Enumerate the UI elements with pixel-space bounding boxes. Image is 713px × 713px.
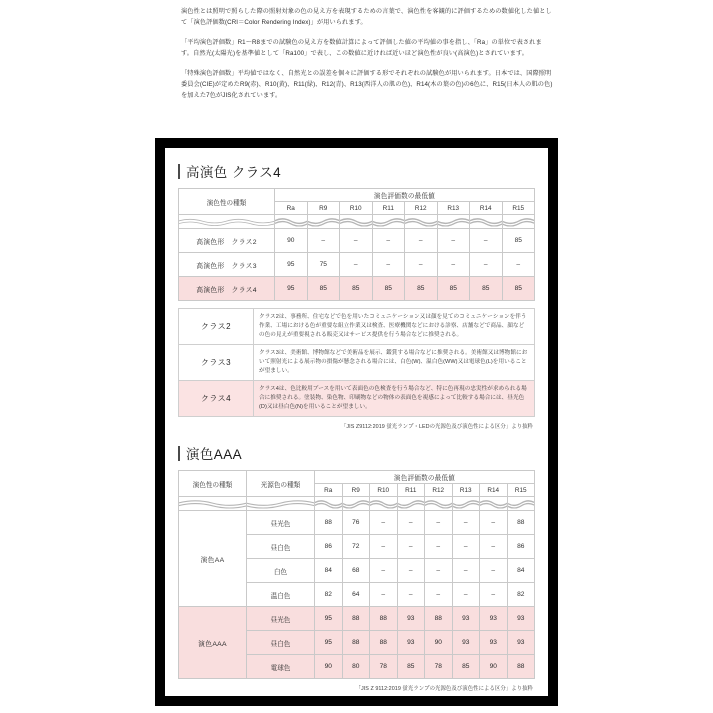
- wavy-cell: [502, 215, 535, 229]
- header-r12: R12: [405, 202, 438, 215]
- cell-r15: 85: [502, 277, 535, 301]
- cell-r15: 93: [507, 607, 535, 631]
- cell-r9: 80: [342, 655, 370, 679]
- cell-ra: 95: [315, 607, 343, 631]
- section-heading-class4: [178, 161, 535, 181]
- cell-r11: –: [397, 535, 425, 559]
- cell-ra: 86: [315, 535, 343, 559]
- wavy-cell: [372, 215, 405, 229]
- header-r11: R11: [397, 484, 425, 497]
- section-heading-class4-label: 高演色 クラス4: [186, 165, 282, 180]
- cell-r14: –: [480, 511, 508, 535]
- header-ra: Ra: [315, 484, 343, 497]
- cell-source: 昼白色: [247, 535, 315, 559]
- header-group-aaa: 演色評価数の最低値: [315, 471, 535, 484]
- intro-text-block: [181, 6, 553, 101]
- cell-r13: 85: [452, 655, 480, 679]
- wave-icon: [405, 217, 438, 226]
- cell-r10: –: [370, 511, 398, 535]
- cell-ra: 95: [315, 631, 343, 655]
- card-inner: [165, 148, 548, 696]
- cell-r10: –: [340, 229, 373, 253]
- wave-icon: [470, 217, 503, 226]
- wave-icon: [397, 499, 425, 508]
- wave-icon: [370, 499, 398, 508]
- header-r13: R13: [452, 484, 480, 497]
- header-r15: R15: [502, 202, 535, 215]
- wavy-cell: [275, 215, 308, 229]
- cell-r13: –: [437, 229, 470, 253]
- intro-paragraph-1: 演色性とは照明で照らした際の照射対象の色の見え方を表現するための言葉で、演色性を客観的に評価するための数値化した値として「演色評価数(CRI＝Color Rendering Index)」が用いられます。: [181, 8, 552, 27]
- group-label-aaa: 演色AAA: [179, 607, 247, 679]
- cell-r15: 82: [507, 583, 535, 607]
- wave-icon: [247, 499, 315, 508]
- wave-icon: [437, 217, 470, 226]
- cell-r13: –: [437, 253, 470, 277]
- cell-r12: –: [405, 229, 438, 253]
- intro-paragraph-2: 「平均演色評価数」R1〜R8までの試験色の見え方を数値計算によって評価した値の平均値の事を指し、「Ra」の単位で表されます。自然光(太陽光)を基準値として「Ra100」で表し、この数値に近ければ近いほど演色性が良い(高演色)とされています。: [181, 39, 542, 58]
- citation-aaa: 「JIS Z 9112:2019 蛍光ランプの光源色及び演色性による区分」より抜粋: [355, 686, 533, 693]
- cell-source: 白色: [247, 559, 315, 583]
- row-label-cell: [179, 229, 275, 253]
- cell-r10: –: [370, 559, 398, 583]
- description-label-class3: クラス3: [179, 345, 254, 381]
- header-kind-class4: 演色性の種類: [179, 189, 275, 215]
- cell-r11: –: [397, 559, 425, 583]
- cell-r9: 85: [307, 277, 340, 301]
- cell-r15: 86: [507, 535, 535, 559]
- wave-icon: [372, 217, 405, 226]
- description-row: [179, 309, 535, 345]
- cell-source: 昼光色: [247, 511, 315, 535]
- wave-icon: [480, 499, 508, 508]
- header-group-class4: 演色評価数の最低値: [275, 189, 535, 202]
- cell-r15: 93: [507, 631, 535, 655]
- description-body-class3: クラス3は、美術館、博物館などで美術品を展示、鑑賞する場合などに推奨される。美術館又は博物館において照射光による展示物の損傷が懸念される場合には、白色(W)、温白色(WW)又は電球色(L)を用いることが望ましい。: [254, 345, 535, 381]
- cell-r11: 93: [397, 631, 425, 655]
- cell-r15: 88: [507, 511, 535, 535]
- row-label-a: 高演色形: [196, 238, 225, 246]
- table-row: [179, 511, 535, 535]
- wave-icon: [179, 499, 247, 508]
- cell-r10: 88: [370, 607, 398, 631]
- cell-ra: 88: [315, 511, 343, 535]
- cell-r14: 93: [480, 607, 508, 631]
- cell-r9: 64: [342, 583, 370, 607]
- header-r9: R9: [307, 202, 340, 215]
- wavy-cell: [452, 497, 480, 511]
- cell-r15: 85: [502, 229, 535, 253]
- wavy-cell: [315, 497, 343, 511]
- wave-icon: [315, 499, 343, 508]
- wave-icon: [502, 217, 535, 226]
- cell-ra: 90: [275, 229, 308, 253]
- cell-r12: 78: [425, 655, 453, 679]
- description-body-class4: クラス4は、色比較用ブースを用いて表面色の色検査を行う場合など、特に色再現の忠実性が求められる場合に推奨される。塗装物、染色物、印刷物などの物体の表面色を視感によって比較する場合には、昼光色(D)又は昼白色(N)を用いることが望ましい。: [254, 381, 535, 417]
- cell-r9: 68: [342, 559, 370, 583]
- intro-paragraph-3: 「特殊演色評価数」平均値ではなく、自然光との誤差を個々に評価する形でそれぞれの試験色が用いられます。日本では、国際照明委員会(CIE)が定めたR9(赤)、R10(黄)、R11(緑)、R12(青)、R13(西洋人の肌の色)、R14(木の葉の色)の6色に、R15(日本人の肌の色)を加えた7色がJIS化されています。: [181, 70, 553, 100]
- cell-r15: 88: [507, 655, 535, 679]
- cell-r14: 90: [480, 655, 508, 679]
- cell-r15: –: [502, 253, 535, 277]
- header-r14: R14: [480, 484, 508, 497]
- cell-r13: –: [452, 511, 480, 535]
- wave-icon: [452, 499, 480, 508]
- header-r13: R13: [437, 202, 470, 215]
- row-label-a: 高演色形: [196, 286, 225, 294]
- wavy-cell: [437, 215, 470, 229]
- cell-source: 電球色: [247, 655, 315, 679]
- section-heading-aaa: [178, 443, 535, 463]
- row-label-cell: [179, 277, 275, 301]
- cell-r13: –: [452, 559, 480, 583]
- wavy-cell: [342, 497, 370, 511]
- wave-icon: [507, 499, 535, 508]
- header-r14: R14: [470, 202, 503, 215]
- description-row-highlighted: [179, 381, 535, 417]
- header-kind-aaa: 演色性の種類: [179, 471, 247, 497]
- cell-r14: –: [480, 583, 508, 607]
- description-body-class2: クラス2は、事務所、住宅などで色を用いたコミュニケーション又は顔を見てのコミュニケーションを伴う作業、工場における色が重要な組立作業又は検査、医療機関などにおける診察、店舗などで商品、顔などの色の見えが重要視される販売又はサービス提供を行う場合などに推奨される。: [254, 309, 535, 345]
- cell-r13: 85: [437, 277, 470, 301]
- cri-table-aaa: [178, 470, 535, 679]
- cell-r10: 78: [370, 655, 398, 679]
- cell-r14: 85: [470, 277, 503, 301]
- wavy-cell: [370, 497, 398, 511]
- description-label-class2: クラス2: [179, 309, 254, 345]
- cell-ra: 95: [275, 277, 308, 301]
- description-row: [179, 345, 535, 381]
- cell-r12: –: [405, 253, 438, 277]
- wavy-cell: [340, 215, 373, 229]
- cell-r12: 88: [425, 607, 453, 631]
- cell-ra: 90: [315, 655, 343, 679]
- cell-source: 昼白色: [247, 631, 315, 655]
- cell-r11: 93: [397, 607, 425, 631]
- cell-r9: 72: [342, 535, 370, 559]
- wavy-cell: [425, 497, 453, 511]
- cell-r13: 93: [452, 631, 480, 655]
- cell-r10: 88: [370, 631, 398, 655]
- omitted-rows-wavy-separator: [179, 497, 535, 511]
- cell-r15: 84: [507, 559, 535, 583]
- cell-r14: –: [470, 229, 503, 253]
- cell-r11: –: [397, 583, 425, 607]
- wavy-cell: [480, 497, 508, 511]
- black-framed-card: [155, 138, 558, 706]
- table-row-highlighted: [179, 277, 535, 301]
- description-label-class4: クラス4: [179, 381, 254, 417]
- cell-r12: 90: [425, 631, 453, 655]
- wavy-cell: [307, 215, 340, 229]
- table-row-highlighted: [179, 607, 535, 631]
- cell-r14: 93: [480, 631, 508, 655]
- cell-r12: 85: [405, 277, 438, 301]
- row-label-b: クラス2: [231, 238, 257, 246]
- header-r11: R11: [372, 202, 405, 215]
- wave-icon: [307, 217, 340, 226]
- cell-r9: –: [307, 229, 340, 253]
- cell-r9: 88: [342, 631, 370, 655]
- cell-r14: –: [470, 253, 503, 277]
- row-label-cell: [179, 253, 275, 277]
- cell-source: 温白色: [247, 583, 315, 607]
- section-heading-aaa-label: 演色AAA: [186, 447, 243, 463]
- cell-r11: 85: [372, 277, 405, 301]
- cell-r11: –: [372, 229, 405, 253]
- cell-r11: 85: [397, 655, 425, 679]
- cell-r9: 75: [307, 253, 340, 277]
- cell-r11: –: [372, 253, 405, 277]
- cell-r13: 93: [452, 607, 480, 631]
- omitted-rows-wavy-separator: [179, 215, 535, 229]
- cell-r12: –: [425, 559, 453, 583]
- cell-r12: –: [425, 511, 453, 535]
- row-label-b: クラス3: [231, 262, 257, 270]
- cell-ra: 82: [315, 583, 343, 607]
- header-ra: Ra: [275, 202, 308, 215]
- cell-r10: –: [370, 583, 398, 607]
- cell-r9: 88: [342, 607, 370, 631]
- header-r9: R9: [342, 484, 370, 497]
- header-r10: R10: [370, 484, 398, 497]
- cell-r13: –: [452, 535, 480, 559]
- header-r15: R15: [507, 484, 535, 497]
- class-description-table: [178, 308, 535, 417]
- wavy-cell: [179, 215, 275, 229]
- wave-icon: [342, 499, 370, 508]
- cri-table-class4: [178, 188, 535, 301]
- cell-r14: –: [480, 535, 508, 559]
- cell-r9: 76: [342, 511, 370, 535]
- row-label-b: クラス4: [231, 286, 257, 294]
- row-label-a: 高演色形: [196, 262, 225, 270]
- cell-source: 昼光色: [247, 607, 315, 631]
- wavy-cell: [470, 215, 503, 229]
- citation-class4: 「JIS Z9112:2019 蛍光ランプ・LEDの光源色及び演色性による区分」より抜粋: [340, 424, 533, 431]
- cell-r11: –: [397, 511, 425, 535]
- cell-ra: 84: [315, 559, 343, 583]
- cell-ra: 95: [275, 253, 308, 277]
- table-header-row-group: [179, 189, 535, 202]
- cell-r13: –: [452, 583, 480, 607]
- table-row: [179, 253, 535, 277]
- heading-accent-bar: [178, 164, 180, 179]
- heading-accent-bar: [178, 446, 180, 461]
- wavy-cell: [397, 497, 425, 511]
- cell-r10: –: [370, 535, 398, 559]
- wave-icon: [179, 217, 275, 226]
- cell-r10: –: [340, 253, 373, 277]
- cell-r12: –: [425, 583, 453, 607]
- wave-icon: [425, 499, 453, 508]
- header-r10: R10: [340, 202, 373, 215]
- wave-icon: [340, 217, 373, 226]
- cell-r12: –: [425, 535, 453, 559]
- table-row: [179, 229, 535, 253]
- cell-r10: 85: [340, 277, 373, 301]
- wavy-cell: [405, 215, 438, 229]
- table-header-row-group: [179, 471, 535, 484]
- wavy-cell: [247, 497, 315, 511]
- header-source-aaa: 光源色の種類: [247, 471, 315, 497]
- header-r12: R12: [425, 484, 453, 497]
- cell-r14: –: [480, 559, 508, 583]
- wavy-cell: [179, 497, 247, 511]
- group-label-aa: 演色AA: [179, 511, 247, 607]
- wavy-cell: [507, 497, 535, 511]
- wave-icon: [275, 217, 308, 226]
